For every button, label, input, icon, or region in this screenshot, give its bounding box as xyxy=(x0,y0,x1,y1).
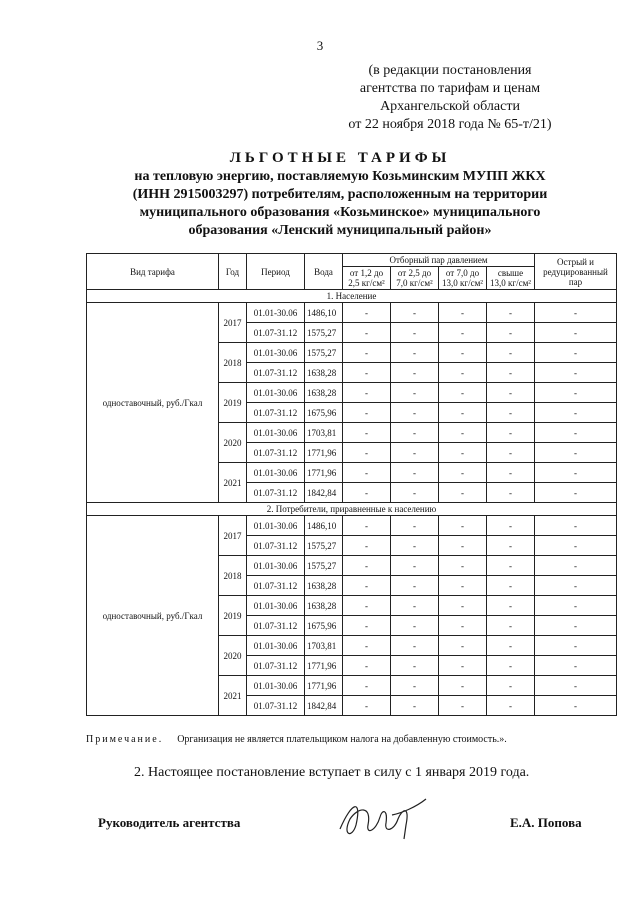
document-subtitle xyxy=(60,168,620,240)
period-cell: 01.07-31.12 xyxy=(247,323,305,343)
empty-cell: - xyxy=(439,516,487,536)
table-row xyxy=(87,303,617,323)
edition-line: агентства по тарифам и ценам xyxy=(359,81,541,96)
empty-cell: - xyxy=(535,616,617,636)
water-cell: 1703,81 xyxy=(305,636,343,656)
empty-cell: - xyxy=(391,596,439,616)
period-cell: 01.01-30.06 xyxy=(247,343,305,363)
empty-cell: - xyxy=(343,556,391,576)
water-cell: 1675,96 xyxy=(305,403,343,423)
water-cell: 1575,27 xyxy=(305,343,343,363)
year-cell: 2017 xyxy=(219,303,247,343)
note-label: Примечание. xyxy=(86,734,164,745)
empty-cell: - xyxy=(391,696,439,716)
period-cell: 01.01-30.06 xyxy=(247,596,305,616)
head-name: Е.А. Попова xyxy=(510,815,582,830)
year-cell: 2019 xyxy=(219,383,247,423)
water-cell: 1771,96 xyxy=(305,656,343,676)
section-row xyxy=(87,290,617,303)
water-cell: 1575,27 xyxy=(305,323,343,343)
header-steam-3: от 7,0 до 13,0 кг/см² xyxy=(439,267,487,290)
empty-cell: - xyxy=(535,323,617,343)
empty-cell: - xyxy=(535,303,617,323)
period-cell: 01.01-30.06 xyxy=(247,303,305,323)
year-cell: 2018 xyxy=(219,556,247,596)
empty-cell: - xyxy=(487,303,535,323)
edition-line: (в редакции постановления xyxy=(368,63,532,78)
empty-cell: - xyxy=(343,343,391,363)
empty-cell: - xyxy=(535,676,617,696)
water-cell: 1575,27 xyxy=(305,536,343,556)
head-label: Руководитель агентства xyxy=(98,815,241,830)
period-cell: 01.07-31.12 xyxy=(247,616,305,636)
empty-cell: - xyxy=(439,403,487,423)
water-cell: 1638,28 xyxy=(305,596,343,616)
note xyxy=(86,734,507,745)
empty-cell: - xyxy=(439,423,487,443)
empty-cell: - xyxy=(439,343,487,363)
edition-line: Архангельской области xyxy=(380,99,520,114)
empty-cell: - xyxy=(391,303,439,323)
empty-cell: - xyxy=(439,483,487,503)
tariff-type-cell: одноставочный, руб./Гкал xyxy=(87,303,219,503)
empty-cell: - xyxy=(487,323,535,343)
empty-cell: - xyxy=(535,363,617,383)
empty-cell: - xyxy=(535,463,617,483)
empty-cell: - xyxy=(343,516,391,536)
subtitle-line: (ИНН 2915003297) потребителям, расположенным на территории xyxy=(132,187,548,202)
empty-cell: - xyxy=(487,483,535,503)
edition-line: от 22 ноября 2018 года № 65-т/21) xyxy=(348,117,552,132)
empty-cell: - xyxy=(343,483,391,503)
decree-text: 2. Настоящее постановление вступает в силу с 1 января 2019 года. xyxy=(134,765,530,780)
header-tariff-type: Вид тарифа xyxy=(87,254,219,290)
empty-cell: - xyxy=(343,536,391,556)
empty-cell: - xyxy=(439,536,487,556)
water-cell: 1638,28 xyxy=(305,383,343,403)
empty-cell: - xyxy=(391,656,439,676)
empty-cell: - xyxy=(535,343,617,363)
empty-cell: - xyxy=(391,323,439,343)
empty-cell: - xyxy=(439,696,487,716)
header-period: Период xyxy=(247,254,305,290)
empty-cell: - xyxy=(535,656,617,676)
period-cell: 01.01-30.06 xyxy=(247,463,305,483)
empty-cell: - xyxy=(343,403,391,423)
period-cell: 01.07-31.12 xyxy=(247,576,305,596)
edition-note xyxy=(300,62,600,134)
section-title: 2. Потребители, приравненные к населению xyxy=(87,503,617,516)
empty-cell: - xyxy=(391,383,439,403)
empty-cell: - xyxy=(487,516,535,536)
document-title: ЛЬГОТНЫЕ ТАРИФЫ xyxy=(229,150,451,166)
signature-icon xyxy=(332,795,432,845)
empty-cell: - xyxy=(343,576,391,596)
water-cell: 1486,10 xyxy=(305,303,343,323)
empty-cell: - xyxy=(391,363,439,383)
empty-cell: - xyxy=(439,656,487,676)
empty-cell: - xyxy=(439,383,487,403)
empty-cell: - xyxy=(535,443,617,463)
empty-cell: - xyxy=(487,656,535,676)
water-cell: 1842,84 xyxy=(305,483,343,503)
subtitle-line: муниципального образования «Козьминское» муниципального xyxy=(139,205,541,220)
year-cell: 2020 xyxy=(219,423,247,463)
period-cell: 01.01-30.06 xyxy=(247,516,305,536)
empty-cell: - xyxy=(343,676,391,696)
period-cell: 01.01-30.06 xyxy=(247,636,305,656)
empty-cell: - xyxy=(439,463,487,483)
water-cell: 1771,96 xyxy=(305,676,343,696)
empty-cell: - xyxy=(487,403,535,423)
year-cell: 2017 xyxy=(219,516,247,556)
period-cell: 01.07-31.12 xyxy=(247,656,305,676)
empty-cell: - xyxy=(343,383,391,403)
empty-cell: - xyxy=(391,536,439,556)
water-cell: 1771,96 xyxy=(305,463,343,483)
empty-cell: - xyxy=(343,636,391,656)
header-sharp-steam: Острый и редуцированный пар xyxy=(535,254,617,290)
year-cell: 2018 xyxy=(219,343,247,383)
empty-cell: - xyxy=(439,576,487,596)
empty-cell: - xyxy=(535,516,617,536)
period-cell: 01.01-30.06 xyxy=(247,676,305,696)
empty-cell: - xyxy=(487,363,535,383)
water-cell: 1638,28 xyxy=(305,363,343,383)
empty-cell: - xyxy=(391,483,439,503)
empty-cell: - xyxy=(343,616,391,636)
empty-cell: - xyxy=(535,556,617,576)
water-cell: 1771,96 xyxy=(305,443,343,463)
empty-cell: - xyxy=(391,636,439,656)
empty-cell: - xyxy=(535,576,617,596)
empty-cell: - xyxy=(391,676,439,696)
empty-cell: - xyxy=(343,656,391,676)
empty-cell: - xyxy=(343,696,391,716)
year-cell: 2020 xyxy=(219,636,247,676)
header-water: Вода xyxy=(305,254,343,290)
empty-cell: - xyxy=(439,676,487,696)
empty-cell: - xyxy=(487,443,535,463)
water-cell: 1486,10 xyxy=(305,516,343,536)
empty-cell: - xyxy=(391,516,439,536)
header-steam-group: Отборный пар давлением xyxy=(343,254,535,267)
empty-cell: - xyxy=(391,576,439,596)
header-steam-4: свыше 13,0 кг/см² xyxy=(487,267,535,290)
section-title: 1. Население xyxy=(87,290,617,303)
year-cell: 2021 xyxy=(219,676,247,716)
subtitle-line: на тепловую энергию, поставляемую Козьминским МУПП ЖКХ xyxy=(134,169,546,184)
subtitle-line: образования «Ленский муниципальный район» xyxy=(188,223,492,238)
period-cell: 01.01-30.06 xyxy=(247,383,305,403)
empty-cell: - xyxy=(343,463,391,483)
empty-cell: - xyxy=(343,323,391,343)
empty-cell: - xyxy=(391,443,439,463)
empty-cell: - xyxy=(535,483,617,503)
year-cell: 2019 xyxy=(219,596,247,636)
empty-cell: - xyxy=(439,443,487,463)
empty-cell: - xyxy=(487,616,535,636)
empty-cell: - xyxy=(391,556,439,576)
empty-cell: - xyxy=(391,403,439,423)
empty-cell: - xyxy=(487,463,535,483)
period-cell: 01.01-30.06 xyxy=(247,423,305,443)
period-cell: 01.07-31.12 xyxy=(247,443,305,463)
empty-cell: - xyxy=(343,596,391,616)
empty-cell: - xyxy=(391,616,439,636)
water-cell: 1842,84 xyxy=(305,696,343,716)
note-text: Организация не является плательщиком налога на добавленную стоимость.». xyxy=(177,734,507,745)
empty-cell: - xyxy=(535,696,617,716)
empty-cell: - xyxy=(487,536,535,556)
empty-cell: - xyxy=(439,323,487,343)
empty-cell: - xyxy=(535,596,617,616)
empty-cell: - xyxy=(391,423,439,443)
empty-cell: - xyxy=(535,423,617,443)
empty-cell: - xyxy=(487,423,535,443)
period-cell: 01.01-30.06 xyxy=(247,556,305,576)
empty-cell: - xyxy=(535,536,617,556)
period-cell: 01.07-31.12 xyxy=(247,483,305,503)
period-cell: 01.07-31.12 xyxy=(247,536,305,556)
year-cell: 2021 xyxy=(219,463,247,503)
header-steam-1: от 1,2 до 2,5 кг/см² xyxy=(343,267,391,290)
empty-cell: - xyxy=(535,383,617,403)
empty-cell: - xyxy=(343,423,391,443)
page-number: 3 xyxy=(316,38,324,53)
empty-cell: - xyxy=(439,303,487,323)
empty-cell: - xyxy=(439,596,487,616)
period-cell: 01.07-31.12 xyxy=(247,696,305,716)
empty-cell: - xyxy=(343,303,391,323)
header-steam-2: от 2,5 до 7,0 кг/см² xyxy=(391,267,439,290)
tariff-type-cell: одноставочный, руб./Гкал xyxy=(87,516,219,716)
empty-cell: - xyxy=(439,616,487,636)
empty-cell: - xyxy=(487,576,535,596)
empty-cell: - xyxy=(391,343,439,363)
water-cell: 1638,28 xyxy=(305,576,343,596)
empty-cell: - xyxy=(487,596,535,616)
water-cell: 1575,27 xyxy=(305,556,343,576)
empty-cell: - xyxy=(487,343,535,363)
section-row xyxy=(87,503,617,516)
empty-cell: - xyxy=(487,636,535,656)
header-year: Год xyxy=(219,254,247,290)
water-cell: 1703,81 xyxy=(305,423,343,443)
empty-cell: - xyxy=(439,363,487,383)
water-cell: 1675,96 xyxy=(305,616,343,636)
empty-cell: - xyxy=(535,636,617,656)
empty-cell: - xyxy=(439,636,487,656)
table-row xyxy=(87,516,617,536)
tariff-table xyxy=(86,253,617,716)
empty-cell: - xyxy=(487,676,535,696)
empty-cell: - xyxy=(535,403,617,423)
empty-cell: - xyxy=(391,463,439,483)
empty-cell: - xyxy=(343,363,391,383)
period-cell: 01.07-31.12 xyxy=(247,403,305,423)
empty-cell: - xyxy=(487,556,535,576)
empty-cell: - xyxy=(487,383,535,403)
period-cell: 01.07-31.12 xyxy=(247,363,305,383)
empty-cell: - xyxy=(487,696,535,716)
empty-cell: - xyxy=(343,443,391,463)
empty-cell: - xyxy=(439,556,487,576)
